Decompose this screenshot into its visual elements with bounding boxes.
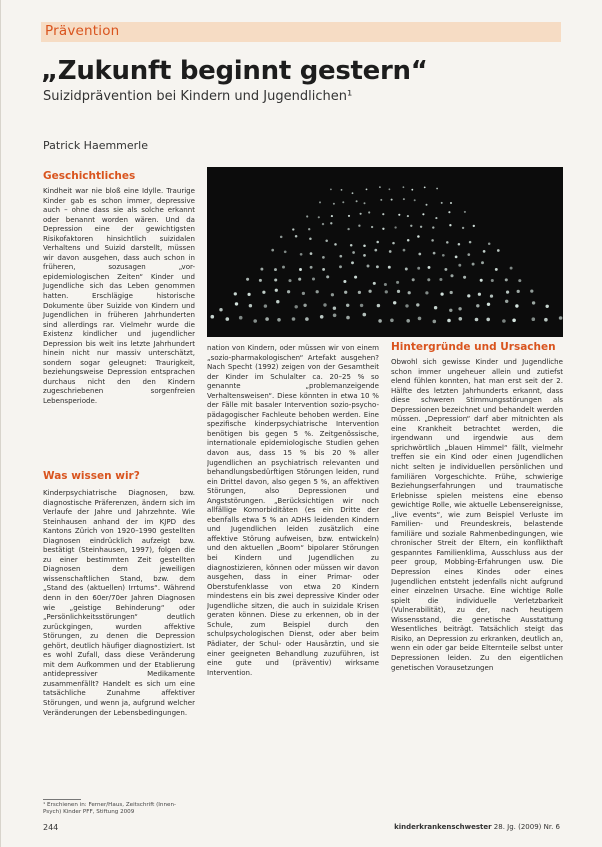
light-dot (342, 201, 344, 203)
light-dot (376, 241, 379, 244)
light-dot (406, 319, 410, 323)
light-dot (428, 266, 431, 269)
light-dot (352, 251, 355, 254)
light-dot (247, 293, 250, 296)
light-dot (322, 256, 325, 259)
light-dot (473, 225, 475, 227)
light-dot (262, 291, 265, 294)
light-dot (341, 189, 343, 191)
light-dot (449, 309, 452, 312)
light-dot (330, 222, 332, 224)
light-dot (440, 292, 443, 295)
light-dot (235, 302, 238, 305)
light-dot (325, 240, 328, 243)
light-dot (380, 199, 382, 201)
light-dot (339, 255, 342, 258)
light-dot (344, 291, 347, 294)
light-dot (518, 279, 521, 282)
light-dot (378, 319, 382, 323)
light-dot (403, 186, 405, 188)
light-dot (481, 261, 484, 264)
light-dot (379, 186, 381, 188)
light-dot (385, 290, 388, 293)
light-dot (458, 307, 461, 310)
light-dot (294, 305, 297, 308)
light-dot (506, 290, 509, 293)
light-dot (412, 278, 415, 281)
column-middle (207, 343, 379, 813)
light-dot (490, 294, 493, 297)
light-dot (333, 203, 335, 205)
light-dot (517, 290, 520, 293)
light-dot (559, 316, 563, 320)
heading-history: Geschichtliches (43, 170, 136, 182)
light-dot (346, 304, 349, 307)
light-dot (469, 241, 472, 244)
light-dot (360, 304, 363, 307)
light-dot (333, 314, 337, 318)
light-dot (322, 268, 325, 271)
light-dot (497, 249, 500, 252)
light-dot (417, 235, 420, 238)
light-dot (392, 242, 395, 245)
light-dot (305, 317, 309, 321)
light-dot (478, 293, 481, 296)
light-dot (432, 226, 434, 228)
starfield-image (207, 167, 563, 337)
light-dot (310, 266, 313, 269)
light-dot (444, 268, 447, 271)
light-dot (447, 319, 451, 323)
light-dot (414, 199, 416, 201)
heading-background: Hintergründe und Ursachen (391, 341, 556, 353)
light-dot (450, 274, 453, 277)
light-dot (530, 289, 533, 292)
light-dot (284, 250, 287, 253)
column-left-top (43, 186, 195, 454)
light-dot (275, 289, 278, 292)
light-dot (292, 317, 296, 321)
light-dot (502, 319, 506, 323)
light-dot (371, 226, 373, 228)
light-dot (376, 265, 379, 268)
light-dot (491, 279, 494, 282)
light-dot (389, 250, 392, 253)
light-dot (339, 265, 342, 268)
heading-what-we-know: Was wissen wir? (43, 470, 140, 482)
light-dot (292, 228, 294, 230)
light-dot (366, 189, 368, 191)
light-dot (318, 216, 320, 218)
light-dot (367, 265, 370, 268)
light-dot (405, 268, 408, 271)
light-dot (458, 264, 461, 267)
journal-issue: 28. Jg. (2009) Nr. 6 (493, 823, 560, 831)
author-name: Patrick Haemmerle (43, 139, 149, 152)
light-dot (475, 318, 479, 322)
light-dot (435, 217, 437, 219)
light-dot (373, 282, 376, 285)
light-dot (363, 313, 367, 317)
column-left-bottom (43, 488, 195, 788)
light-dot (487, 303, 490, 306)
light-dot (354, 276, 357, 279)
light-dot (467, 294, 470, 297)
section-label: Prävention (45, 23, 120, 39)
light-dot (234, 292, 237, 295)
light-dot (282, 266, 285, 269)
light-dot (316, 290, 319, 293)
light-dot (348, 215, 350, 217)
light-dot (320, 315, 324, 319)
light-dot (397, 290, 400, 293)
light-dot (472, 263, 475, 266)
light-dot (389, 188, 391, 190)
light-dot (545, 305, 548, 308)
light-dot (424, 187, 426, 189)
light-dot (398, 214, 400, 216)
light-dot (436, 188, 438, 190)
light-dot (310, 252, 313, 255)
light-dot (299, 268, 302, 271)
light-dot (515, 304, 518, 307)
light-dot (295, 235, 298, 238)
light-dot (410, 225, 412, 227)
light-dot (312, 277, 315, 280)
light-dot (486, 318, 490, 322)
light-dot (418, 253, 421, 256)
light-dot (277, 318, 281, 322)
light-dot (274, 268, 277, 271)
light-dot (264, 304, 267, 307)
light-dot (319, 201, 321, 203)
light-dot (426, 204, 428, 206)
light-dot (219, 308, 222, 311)
light-dot (226, 317, 230, 321)
light-dot (407, 215, 409, 217)
light-dot (343, 280, 346, 283)
light-dot (211, 315, 215, 319)
light-dot (326, 275, 329, 278)
light-dot (368, 211, 370, 213)
light-dot (433, 320, 437, 324)
light-dot (450, 291, 453, 294)
light-dot (448, 211, 450, 213)
light-dot (390, 319, 394, 323)
light-dot (417, 267, 420, 270)
light-dot (512, 319, 516, 323)
light-dot (532, 301, 535, 304)
light-dot (455, 256, 458, 259)
light-dot (288, 279, 291, 282)
light-dot (394, 226, 396, 228)
light-dot (425, 291, 428, 294)
light-dot (434, 306, 437, 309)
light-dot (259, 279, 262, 282)
light-dot (276, 300, 279, 303)
light-dot (265, 317, 269, 321)
light-dot (532, 317, 536, 321)
light-dot (458, 243, 461, 246)
light-dot (462, 227, 464, 229)
paragraph-middle: nation von Kindern, oder müssen wir von einem „sozio-pharmakologischen“ Artefakt ausgehen? Nach Specht (1992) zeigen von der Gesamtheit der Kinder im Schulalter ca. 20–25 % so genannte „problemanzeigende Verhaltensweisen“. Diese könnten in etwa 10 % der Fälle mit basaler Intervention sozio-psycho-pädagogischer Fachleute behoben werden. Eine spezifische kinderpsychiatrische Intervention benötigen bis gegen 5 %. Zeitgenössische, internationale epidemiologische Studien gehen davon aus, dass 15 % bis 20 % aller Jugendlichen an psychiatrisch relevanten und behandlungsbedürftigen Störungen leiden, rund ein Drittel davon, also gegen 5 %, an affektiven Störungen, also Depressionen und Angststörungen. „Berücksichtigen wir noch allfällige Komorbiditäten (es ein Dritte der ebenfalls etwa 5 % an ADHS leidenden Kindern und Jugendlichen leiden zusätzlich eine affektive Störung aufweisen, bzw. entwickeln) und den aktuellen „Boom“ bipolarer Störungen bei Kindern und Jugendlichen zu diagnostizieren, können oder müssen wir davon ausgehen, dass in einer Primar- oder Oberstufenklasse von etwa 20 Kindern mindestens ein bis zwei depressive Kinder oder Jugendliche sitzen, die auch in suizidale Krisen geraten können. Diese zu erkennen, ob in der Schule, zum Beispiel durch den schulpsychologischen Dienst, oder aber beim Pädiater, der Schul- oder Hausärztin, und sie einer geeigneten Behandlung zuzuführen, ist eine gute und (präventiv) wirksame Intervention. (207, 343, 379, 677)
light-dot (449, 224, 451, 226)
light-dot (346, 316, 350, 320)
light-dot (308, 228, 310, 230)
light-dot (459, 317, 463, 321)
light-dot (303, 304, 306, 307)
light-dot (300, 253, 303, 256)
column-right (391, 357, 563, 815)
light-dot (544, 318, 548, 322)
light-dot (393, 301, 396, 304)
light-dot (407, 239, 410, 242)
light-dot (333, 306, 336, 309)
light-dot (488, 243, 491, 246)
light-dot (450, 202, 452, 204)
light-dot (442, 254, 445, 257)
light-dot (463, 276, 466, 279)
paragraph-what-we-know: Kinderpsychiatrische Diagnosen, bzw. diagnostische Präferenzen, ändern sich im Verlaufe der Jahre und Jahrzehnte. Wie Steinhausen anhand der im KJPD des Kantons Zürich von 1920–1990 gestellten Diagnosen eindrücklich aufzeigt bzw. bestätigt (Steinhausen, 1997), folgen die zu einer bestimmten Zeit gestellten Diagnosen dem jeweiligen wissenschaftlichen Stand, bzw. dem „Stand des (aktuellen) Irrtums“. Während denn in den 60er/70er Jahren Diagnosen wie „geistige Behinderung“ oder „Persönlichkeitsstörungen“ deutlich zurückgingen, wurden affektive Störungen, zu denen die Depression gehört, deutlich häufiger diagnostiziert. Ist es wohl Zufall, dass diese Veränderung mit dem Aufkommen und der Etablierung antidepressiver Medikamente zusammenfällt? Handelt es sich um eine tatsächliche Zunahme affektiver Störungen, und wenn ja, aufgrund welcher Veränderungen der Lebensbedingungen. (43, 488, 195, 717)
light-dot (505, 278, 508, 281)
light-dot (364, 202, 366, 204)
page-number: 244 (43, 823, 59, 832)
light-dot (405, 304, 408, 307)
journal-name: kinderkrankenschwester (394, 823, 492, 831)
light-dot (274, 278, 277, 281)
light-dot (363, 244, 366, 247)
light-dot (323, 303, 326, 306)
light-dot (331, 215, 333, 217)
light-dot (420, 226, 422, 228)
light-dot (287, 290, 290, 293)
journal-footer (394, 823, 560, 831)
light-dot (322, 223, 324, 225)
paragraph-history: Kindheit war nie bloß eine Idylle. Traurige Kinder gab es schon immer, depressive auch – ohne dass sie als solche erkannt oder benannt worden wären. Und da Depression eine der gewichtigsten Risikofaktoren hinsichtlich suizidalen Verhaltens und Suizid darstellt, müssen wir davon ausgehen, dass auch schon in früheren, sozusagen „vor-epidemiologischen Zeiten“ Kinder und Jugendliche sich das Leben genommen hatten. Erschlägige historische Dokumente über Suizide von Kindern und Jugendlichen in früheren Jahrhunderten sind allerdings rar. Vielmehr wurde die Existenz kindlicher und jugendlicher Depression bis weit ins letzte Jahrhundert hinein nicht nur massiv unterschätzt, sondern sogar geleugnet: Traurigkeit, beziehungsweise Depression entsprachen durchaus nicht den den Kindern zugeschriebenen sorgenfreien Lebensperiode. (43, 186, 195, 406)
light-dot (358, 291, 361, 294)
light-dot (403, 249, 406, 252)
article-title: „Zukunft beginnt gestern“ (41, 56, 428, 86)
light-dot (363, 254, 366, 257)
footnote: ¹ Erschienen in: Ferner/Haus, Zeitschrift (Innen-Psych) Kinder PFF, Stiftung 2009 (43, 802, 177, 815)
light-dot (384, 283, 387, 286)
light-dot (391, 199, 393, 201)
light-dot (467, 253, 470, 256)
light-dot (331, 293, 334, 296)
light-dot (356, 200, 358, 202)
light-dot (427, 278, 430, 281)
light-dot (271, 249, 274, 252)
light-dot (495, 268, 498, 271)
light-dot (347, 228, 349, 230)
light-dot (246, 278, 249, 281)
light-dot (483, 250, 486, 253)
light-dot (408, 291, 411, 294)
article-subtitle: Suizidprävention bei Kindern und Jugendlichen¹ (43, 89, 353, 104)
light-dot (403, 198, 405, 200)
starfield-dots (207, 167, 563, 337)
light-dot (352, 192, 354, 194)
light-dot (505, 300, 508, 303)
light-dot (253, 319, 257, 323)
light-dot (433, 252, 436, 255)
light-dot (446, 241, 449, 244)
light-dot (510, 267, 513, 270)
light-dot (351, 261, 354, 264)
light-dot (441, 202, 443, 204)
light-dot (239, 316, 243, 320)
light-dot (360, 213, 362, 215)
light-dot (382, 213, 384, 215)
light-dot (411, 189, 413, 191)
light-dot (374, 249, 377, 252)
light-dot (396, 281, 399, 284)
light-dot (368, 290, 371, 293)
light-dot (298, 278, 301, 281)
light-dot (306, 215, 308, 217)
light-dot (388, 266, 391, 269)
light-dot (480, 279, 483, 282)
light-dot (377, 304, 380, 307)
paragraph-background: Obwohl sich gewisse Kinder und Jugendliche schon immer ungeheuer allein und zutiefst elend fühlen konnten, hat man erst seit der 2. Hälfte des letzten Jahrhunderts erkannt, dass diese schweren Stimmungsstörungen als Depressionen bezeichnet und behandelt werden müssen. „Depression“ darf aber mitnichten als eine Krankheit betrachtet werden, die irgendwann und irgendwie aus dem sprichwörtlich „blauen Himmel“ fällt, vielmehr treffen sie ein Kind oder einen Jugendlichen nicht selten je individuellen persönlichen und familiären Vorgeschichte. Frühe, schwierige Beziehungserfahrungen und traumatische Erlebnisse spielen meistens eine ebenso gewichtige Rolle, wie aktuelle Lebensereignisse, „live events“, wie zum Beispiel Verluste im Familien- und Freundeskreis, belastende familiäre und soziale Rahmenbedingungen, wie chronischer Streit der Eltern, ein konflikthaft gespanntes Familienklima, Ausschluss aus der peer group, Mobbing-Erfahrungen usw. Die Depression eines Kindes oder eines Jugendlichen entsteht jedenfalls nicht aufgrund einer einzelnen Ursache. Eine wichtige Rolle spielt die individuelle Verletzbarkeit (Vulnerabilität), zu der, nach heutigem Wissensstand, die genetische Ausstattung Wesentliches beiträgt. Tatsächlich steigt das Risiko, an Depression zu erkranken, deutlich an, wenn ein oder gar beide Elternteile selbst unter Depressionen leiden. Zu den eigentlichen genetischen Vorausetzungen (391, 357, 563, 672)
light-dot (309, 237, 312, 240)
light-dot (439, 278, 442, 281)
footnote-rule (43, 799, 81, 800)
light-dot (464, 211, 466, 213)
light-dot (302, 292, 305, 295)
light-dot (358, 225, 360, 227)
light-dot (418, 317, 422, 321)
light-dot (260, 268, 263, 271)
light-dot (382, 228, 384, 230)
light-dot (416, 303, 419, 306)
light-dot (431, 239, 434, 242)
light-dot (422, 213, 424, 215)
light-dot (350, 244, 353, 247)
light-dot (476, 304, 479, 307)
light-dot (334, 243, 337, 246)
light-dot (249, 304, 252, 307)
light-dot (330, 189, 332, 191)
light-dot (280, 236, 283, 239)
